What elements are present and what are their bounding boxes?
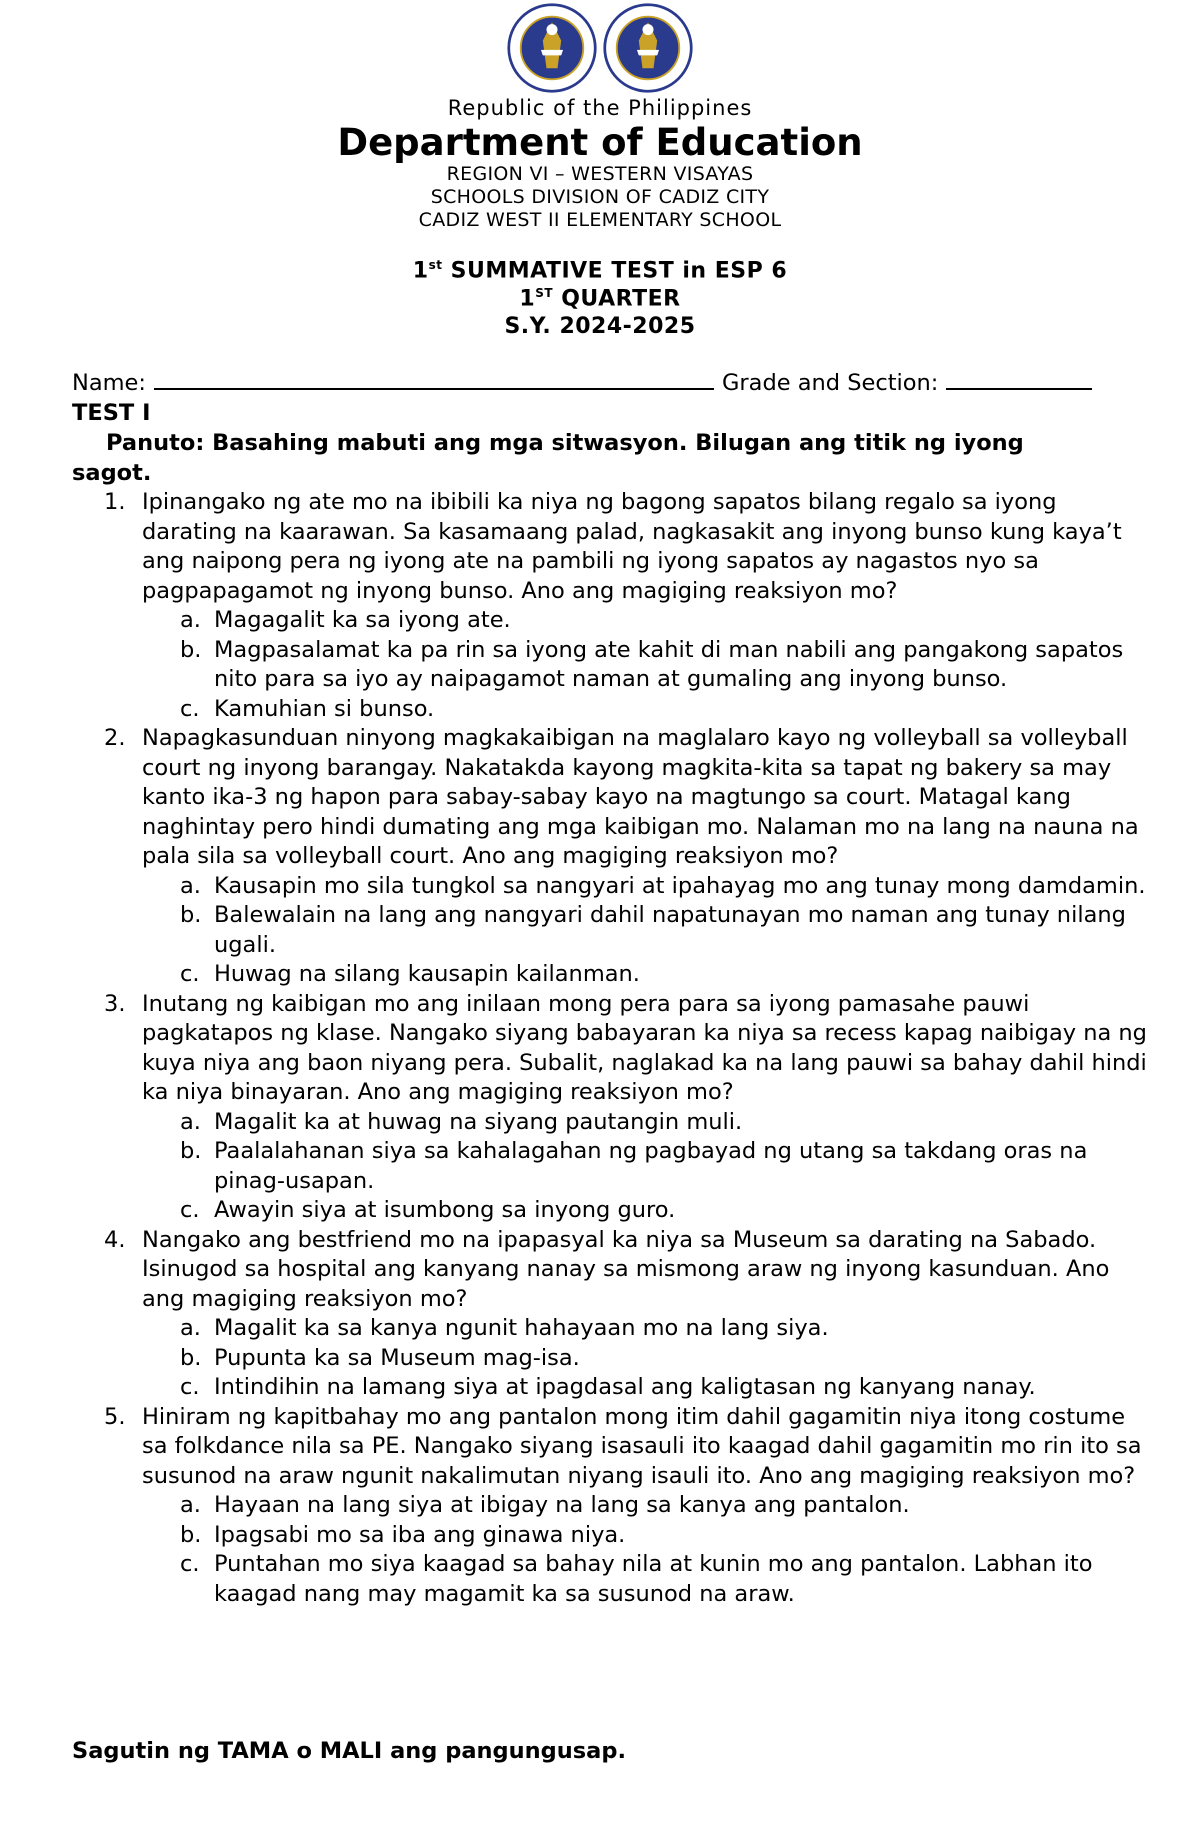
name-row: [72, 368, 1152, 396]
option-letter: a.: [180, 1108, 201, 1135]
quarter-superscript: ST: [535, 286, 554, 300]
option-text: Balewalain na lang ang nangyari dahil napatunayan mo naman ang tunay nilang ugali.: [214, 902, 1126, 958]
option-text: Huwag na silang kausapin kailanman.: [214, 961, 640, 987]
answer-option[interactable]: [142, 1521, 1152, 1551]
option-letter: c.: [180, 695, 200, 722]
option-letter: b.: [180, 1138, 202, 1164]
option-text: Magpasalamat ka pa rin sa iyong ate kahit di man nabili ang pangakong sapatos nito para sa iyo ay naipagamot naman at gumaling ang inyong bunso.: [214, 636, 1124, 692]
option-list: [142, 1314, 1152, 1403]
option-text: Paalalahanan siya sa kahalagahan ng pagbayad ng utang sa takdang oras na pinag-usapan.: [214, 1138, 1088, 1194]
question-text: Nangako ang bestfriend mo na ipapasyal ka niya sa Museum sa darating na Sabado. Isinugod sa hospital ang kanyang nanay sa mismong araw ng inyong kasunduan. Ano ang magiging reaksiyon mo?: [142, 1226, 1110, 1312]
division-label: SCHOOLS DIVISION OF CADIZ CITY: [430, 186, 770, 208]
title-superscript: st: [428, 258, 443, 272]
region-label: REGION VI – WESTERN VISAYAS: [446, 163, 754, 185]
answer-option[interactable]: [142, 960, 1152, 990]
question-number: 1.: [104, 489, 126, 515]
question-number: 3.: [104, 990, 126, 1017]
answer-option[interactable]: [142, 606, 1152, 636]
option-letter: b.: [180, 636, 202, 663]
option-letter: b.: [180, 902, 202, 928]
answer-option[interactable]: [142, 636, 1152, 695]
option-letter: a.: [180, 872, 201, 899]
seals: [0, 2, 1200, 94]
option-list: [142, 1108, 1152, 1226]
option-text: Pupunta ka sa Museum mag-isa.: [214, 1344, 580, 1371]
question-number: 2.: [104, 725, 126, 751]
option-text: Magalit ka at huwag na siyang pautangin muli.: [214, 1108, 743, 1135]
question-number: 4.: [104, 1226, 126, 1253]
answer-option[interactable]: [142, 1108, 1152, 1138]
quarter-title: [0, 286, 1200, 311]
question-text: Hiniram ng kapitbahay mo ang pantalon mong itim dahil gagamitin niya itong costume sa folkdance nila sa PE. Nangako siyang isasauli ito kaagad dahil gagamitin mo rin ito sa susunod na araw ngunit nakalimutan niyang isauli ito. Ano ang magiging reaksiyon mo?: [142, 1403, 1142, 1489]
option-text: Hayaan na lang siya at ibigay na lang sa kanya ang pantalon.: [214, 1492, 910, 1518]
option-letter: b.: [180, 1344, 202, 1371]
answer-option[interactable]: [142, 872, 1152, 902]
option-letter: a.: [180, 607, 201, 633]
name-label: Name:: [72, 370, 146, 396]
deped-seal-icon: [602, 2, 694, 94]
question-item: [72, 990, 1152, 1226]
answer-option[interactable]: [142, 1196, 1152, 1226]
title-number: 1: [412, 258, 429, 284]
school-label: CADIZ WEST II ELEMENTARY SCHOOL: [418, 209, 782, 231]
answer-option[interactable]: [142, 1314, 1152, 1344]
option-text: Intindihin na lamang siya at ipagdasal ang kaligtasan ng kanyang nanay.: [214, 1374, 1036, 1400]
question-text: Napagkasunduan ninyong magkakaibigan na maglalaro kayo ng volleyball sa volleyball court ng inyong barangay. Nakatakda kayong magkita-kita sa tapat ng bakery sa may kanto ika-3 ng hapon para sabay-sabay kayo na magtungo sa court. Matagal kang naghintay pero hindi dumating ang mga kaibigan mo. Nalaman mo na lang na nauna na pala sila sa volleyball court. Ano ang magiging reaksiyon mo?: [142, 725, 1139, 869]
answer-option[interactable]: [142, 1491, 1152, 1521]
option-letter: c.: [180, 961, 200, 987]
option-list: [142, 872, 1152, 990]
school-year: S.Y. 2024-2025: [504, 314, 696, 339]
option-text: Kamuhian si bunso.: [214, 695, 435, 722]
closing-instruction: Sagutin ng TAMA o MALI ang pangungusap.: [72, 1738, 627, 1764]
option-list: [142, 1491, 1152, 1609]
option-letter: a.: [180, 1315, 201, 1341]
question-text: Ipinangako ng ate mo na ibibili ka niya ng bagong sapatos bilang regalo sa iyong darating na kaarawan. Sa kasamaang palad, nagkasakit ang inyong bunso kung kaya’t ang naipong pera ng iyong ate na pambili ng iyong sapatos ay nagastos nyo sa pagpapagamot ng inyong bunso. Ano ang magiging reaksiyon mo?: [142, 489, 1122, 604]
option-text: Kausapin mo sila tungkol sa nangyari at ipahayag mo ang tunay mong damdamin.: [214, 872, 1146, 899]
answer-option[interactable]: [142, 1550, 1152, 1609]
question-item: [72, 488, 1152, 724]
quarter-number: 1: [519, 286, 536, 312]
department-title: Department of Education: [337, 121, 863, 164]
option-letter: c.: [180, 1197, 200, 1223]
grade-section-field[interactable]: [946, 368, 1092, 390]
answer-option[interactable]: [142, 1344, 1152, 1374]
grade-section-label: Grade and Section:: [721, 370, 939, 396]
answer-option[interactable]: [142, 1137, 1152, 1196]
deped-seal-icon: [506, 2, 598, 94]
republic-label: Republic of the Philippines: [447, 96, 753, 120]
instruction: Panuto: Basahing mabuti ang mga sitwasyon. Bilugan ang titik ng iyong sagot.: [72, 430, 1024, 486]
option-letter: c.: [180, 1551, 200, 1577]
option-letter: a.: [180, 1492, 201, 1518]
test-title: [0, 258, 1200, 283]
option-text: Magagalit ka sa iyong ate.: [214, 607, 511, 633]
option-list: [142, 606, 1152, 724]
option-text: Magalit ka sa kanya ngunit hahayaan mo na lang siya.: [214, 1315, 829, 1341]
test-label: TEST I: [72, 400, 151, 426]
question-item: [72, 1403, 1152, 1610]
question-number: 5.: [104, 1403, 126, 1430]
quarter-text: QUARTER: [553, 286, 681, 312]
question-item: [72, 724, 1152, 990]
option-letter: c.: [180, 1374, 200, 1400]
answer-option[interactable]: [142, 695, 1152, 725]
answer-option[interactable]: [142, 1373, 1152, 1403]
title-text: SUMMATIVE TEST in ESP 6: [442, 258, 788, 284]
question-list: [72, 488, 1152, 1609]
option-text: Ipagsabi mo sa iba ang ginawa niya.: [214, 1521, 626, 1548]
option-text: Puntahan mo siya kaagad sa bahay nila at kunin mo ang pantalon. Labhan ito kaagad nang may magamit ka sa susunod na araw.: [214, 1551, 1093, 1607]
option-letter: b.: [180, 1521, 202, 1548]
answer-option[interactable]: [142, 901, 1152, 960]
option-text: Awayin siya at isumbong sa inyong guro.: [214, 1197, 676, 1223]
question-text: Inutang ng kaibigan mo ang inilaan mong pera para sa iyong pamasahe pauwi pagkatapos ng klase. Nangako siyang babayaran ka niya sa recess kapag naibigay na ng kuya niya ang baon niyang pera. Subalit, naglakad ka na lang pauwi sa bahay dahil hindi ka niya binayaran. Ano ang magiging reaksiyon mo?: [142, 990, 1147, 1105]
question-item: [72, 1226, 1152, 1403]
name-field[interactable]: [154, 368, 714, 390]
